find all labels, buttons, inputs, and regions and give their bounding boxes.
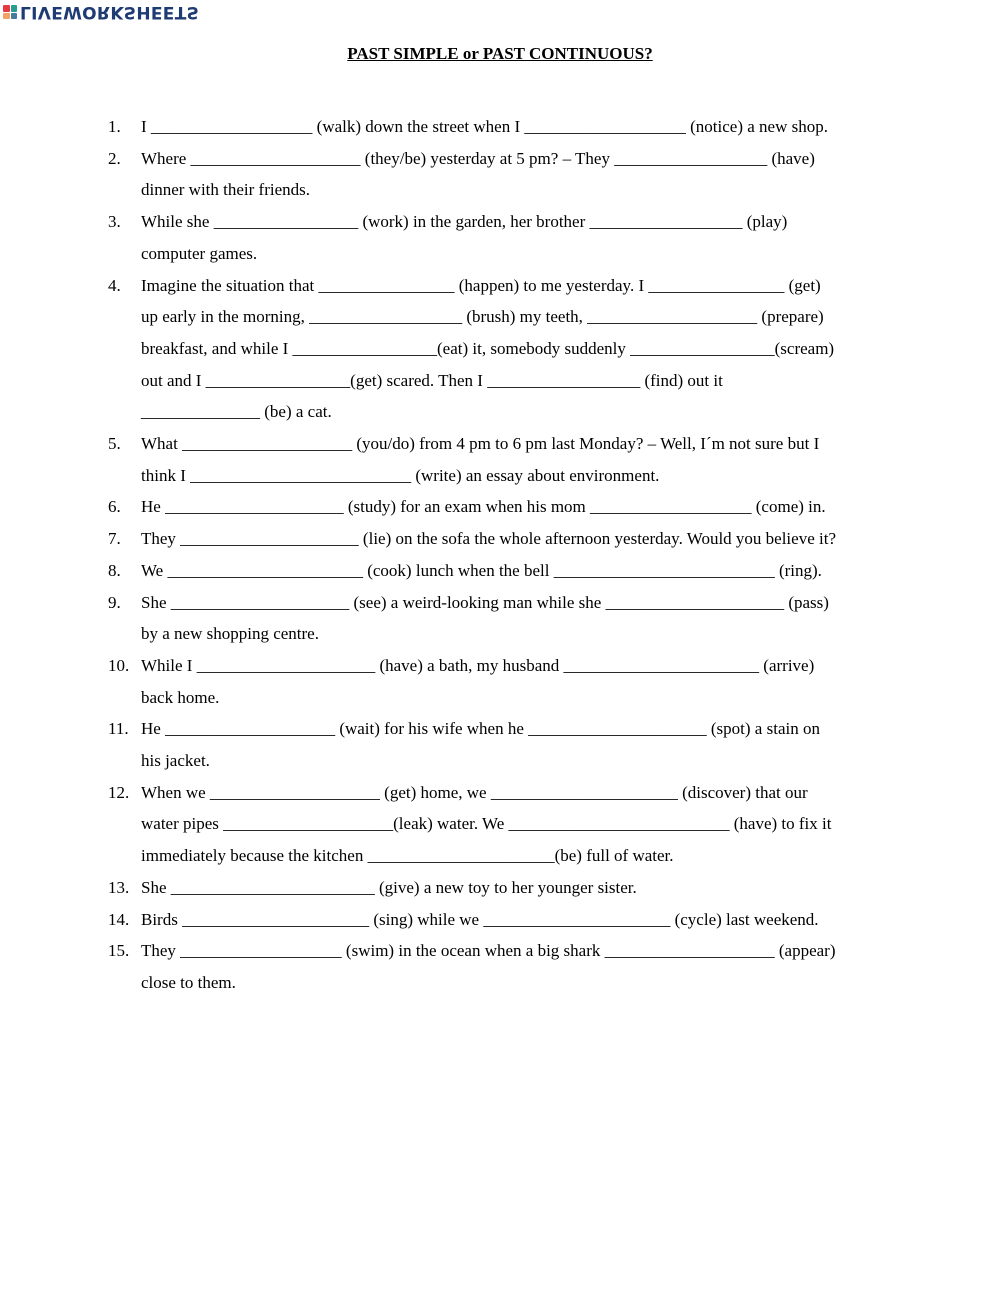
exercise-line: immediately because the kitchen ______________________(be) full of water. (141, 846, 674, 866)
exercise-text (141, 650, 918, 713)
exercise-item (108, 523, 918, 555)
exercise-number: 7. (108, 529, 121, 549)
exercise-number: 12. (108, 782, 130, 802)
exercise-text (141, 491, 918, 523)
exercise-number: 1. (108, 117, 121, 136)
exercise-text (141, 777, 918, 872)
exercise-line: out and I _________________(get) scared. Then I __________________ (find) out it (141, 370, 723, 390)
exercise-item (108, 872, 918, 904)
exercise-text (141, 111, 918, 143)
exercise-line: She _____________________ (see) a weird-looking man while she _____________________ (pass) (141, 592, 829, 612)
exercise-text (141, 143, 918, 206)
exercise-line: by a new shopping centre. (141, 624, 319, 644)
exercise-number: 13. (108, 877, 130, 897)
exercise-item (108, 491, 918, 523)
exercise-line: up early in the morning, __________________ (brush) my teeth, ____________________ (prepare) (141, 307, 824, 327)
exercise-item (108, 587, 918, 650)
exercise-line: We _______________________ (cook) lunch when the bell __________________________ (ring). (141, 560, 822, 580)
exercise-number: 14. (108, 909, 130, 929)
exercise-line: ______________ (be) a cat. (141, 402, 332, 422)
exercise-number: 2. (108, 148, 121, 168)
exercise-line: He ____________________ (wait) for his wife when he _____________________ (spot) a stain on (141, 719, 820, 739)
logo-square-red (3, 5, 10, 12)
exercise-text (141, 904, 918, 936)
exercise-line: dinner with their friends. (141, 180, 311, 200)
exercise-item (108, 650, 918, 713)
exercise-line: his jacket. (141, 751, 210, 771)
exercise-number: 6. (108, 497, 121, 517)
exercise-number: 11. (108, 719, 129, 739)
logo-square-blue (11, 13, 18, 20)
exercise-line: They _____________________ (lie) on the sofa the whole afternoon yesterday. Would you believe it? (141, 529, 836, 549)
exercise-line: computer games. (141, 243, 258, 263)
exercise-text (141, 587, 918, 650)
exercise-item (108, 111, 918, 143)
exercise-line: They ___________________ (swim) in the ocean when a big shark ____________________ (appear) (141, 941, 836, 961)
brand-logo (3, 2, 199, 22)
exercise-item (108, 713, 918, 776)
exercise-line: She ________________________ (give) a new toy to her younger sister. (141, 877, 637, 897)
exercise-line: close to them. (141, 972, 236, 992)
brand-name: LIVEWORKSHEETS (20, 2, 200, 22)
exercise-item (108, 935, 918, 998)
exercise-item (108, 555, 918, 587)
exercise-item (108, 206, 918, 269)
exercise-item (108, 143, 918, 206)
exercise-line: breakfast, and while I _________________(eat) it, somebody suddenly _________________(scream) (141, 338, 835, 358)
exercise-item (108, 270, 918, 429)
worksheet-title: PAST SIMPLE or PAST CONTINUOUS? (347, 44, 653, 63)
exercise-line: When we ____________________ (get) home, we ______________________ (discover) that our (141, 782, 808, 802)
exercise-line: water pipes ____________________(leak) water. We __________________________ (have) to fix it (141, 814, 832, 834)
logo-square-orange (3, 13, 10, 20)
exercise-line: back home. (141, 687, 220, 707)
exercise-line: While she _________________ (work) in the garden, her brother __________________ (play) (141, 212, 788, 232)
exercise-number: 5. (108, 434, 121, 454)
exercise-text (141, 872, 918, 904)
exercise-number: 3. (108, 212, 121, 232)
exercise-line: He _____________________ (study) for an exam when his mom ___________________ (come) in. (141, 497, 826, 517)
logo-squares-icon (3, 5, 17, 19)
exercise-number: 9. (108, 592, 121, 612)
exercise-text (141, 428, 918, 491)
logo-square-teal (11, 5, 18, 12)
exercise-text (141, 935, 918, 998)
exercise-text (141, 206, 918, 269)
exercise-number: 15. (108, 941, 130, 961)
exercise-item (108, 428, 918, 491)
exercise-number: 8. (108, 560, 121, 580)
exercise-text (141, 555, 918, 587)
exercise-line: Where ____________________ (they/be) yesterday at 5 pm? – They __________________ (have) (141, 148, 815, 168)
exercise-line: Imagine the situation that ________________ (happen) to me yesterday. I ________________ (get) (141, 275, 821, 295)
exercise-number: 10. (108, 655, 130, 675)
exercise-list (108, 111, 918, 999)
exercise-item (108, 904, 918, 936)
exercise-text (141, 713, 918, 776)
exercise-text (141, 270, 918, 429)
exercise-item (108, 777, 918, 872)
exercise-line: What ____________________ (you/do) from 4 pm to 6 pm last Monday? – Well, I´m not sure but I (141, 434, 820, 454)
exercise-number: 4. (108, 275, 121, 295)
exercise-line: think I __________________________ (write) an essay about environment. (141, 465, 660, 485)
exercise-text (141, 523, 918, 555)
exercise-line: I ___________________ (walk) down the street when I ___________________ (notice) a new shop. (141, 117, 828, 136)
exercise-line: While I _____________________ (have) a bath, my husband _______________________ (arrive) (141, 655, 815, 675)
exercise-line: Birds ______________________ (sing) while we ______________________ (cycle) last weekend. (141, 909, 819, 929)
